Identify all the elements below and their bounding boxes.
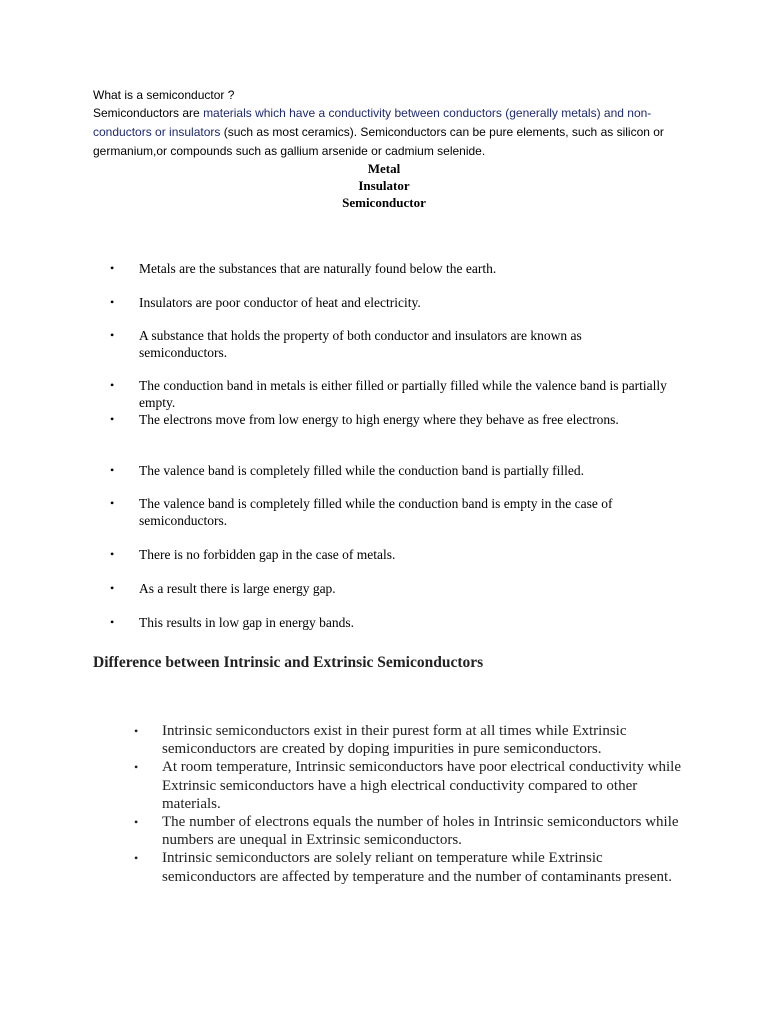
bullet-icon: • <box>110 412 115 426</box>
bullet-icon: • <box>110 581 115 595</box>
intro-text-start: Semiconductors are <box>93 106 204 120</box>
list-item <box>110 462 670 479</box>
material-types <box>0 160 768 211</box>
bullet-icon: • <box>110 496 115 510</box>
bullet-icon: • <box>134 851 139 866</box>
list-item-text: Intrinsic semiconductors are solely reliant on temperature while Extrinsic semiconductors are affected by temperature and the number of contaminants present. <box>162 850 672 885</box>
intro-text-end: (such as most ceramics). Semiconductors can be pure elements, such as silicon or germanium,or compounds such as gallium arsenide or cadmium selenide. <box>93 125 664 158</box>
list-item <box>110 580 670 597</box>
type-semiconductor: Semiconductor <box>342 195 426 210</box>
list-item-text: The conduction band in metals is either filled or partially filled while the valence band is partially empty. <box>139 378 667 410</box>
intro-paragraph <box>93 104 693 161</box>
list-item-text: The electrons move from low energy to high energy where they behave as free electrons. <box>139 412 619 427</box>
type-insulator: Insulator <box>358 178 410 193</box>
list-item <box>110 495 670 529</box>
question-heading: What is a semiconductor ? <box>93 88 235 102</box>
section-heading: Difference between Intrinsic and Extrinsic Semiconductors <box>93 654 484 671</box>
bullet-icon: • <box>134 724 139 738</box>
list-item <box>110 614 670 631</box>
type-metal: Metal <box>367 161 401 176</box>
bullet-icon: • <box>134 760 139 775</box>
bullet-icon: • <box>110 295 115 309</box>
list-item <box>110 327 670 361</box>
list-item-text: The valence band is completely filled while the conduction band is partially filled. <box>139 463 584 478</box>
list-item <box>110 546 670 563</box>
bullet-icon: • <box>110 615 115 629</box>
bullet-icon: • <box>110 328 115 342</box>
list-item <box>134 758 694 813</box>
list-item-text: This results in low gap in energy bands. <box>139 615 354 630</box>
intro-text-highlight: materials which have a conductivity between conductors (generally metals) and non-conductors or insulators <box>93 106 652 139</box>
bullet-icon: • <box>110 378 115 392</box>
list-item-text: The valence band is completely filled while the conduction band is empty in the case of semiconductors. <box>139 496 613 528</box>
list-item <box>110 377 670 411</box>
bullet-icon: • <box>134 815 139 830</box>
bullet-icon: • <box>110 547 115 561</box>
list-item <box>110 294 670 311</box>
bullet-icon: • <box>110 261 115 275</box>
list-item-text: As a result there is large energy gap. <box>139 581 336 596</box>
list-item-text: At room temperature, Intrinsic semiconductors have poor electrical conductivity while Extrinsic semiconductors have a high electrical conductivity compared to other materials. <box>162 759 681 812</box>
list-item <box>110 260 670 277</box>
list-item <box>134 813 694 849</box>
list-item-text: Insulators are poor conductor of heat and electricity. <box>139 295 421 310</box>
bullet-icon: • <box>110 463 115 477</box>
list-item <box>110 411 670 428</box>
differences-list <box>134 722 694 886</box>
list-item-text: Metals are the substances that are naturally found below the earth. <box>139 261 497 276</box>
list-item <box>134 722 694 758</box>
list-item-text: Intrinsic semiconductors exist in their purest form at all times while Extrinsic semiconductors are created by doping impurities in pure semiconductors. <box>162 723 627 758</box>
list-item-text: A substance that holds the property of both conductor and insulators are known as semiconductors. <box>139 328 582 360</box>
list-item <box>134 849 694 885</box>
list-item-text: The number of electrons equals the number of holes in Intrinsic semiconductors while numbers are unequal in Extrinsic semiconductors. <box>162 814 679 849</box>
list-item-text: There is no forbidden gap in the case of metals. <box>139 547 396 562</box>
